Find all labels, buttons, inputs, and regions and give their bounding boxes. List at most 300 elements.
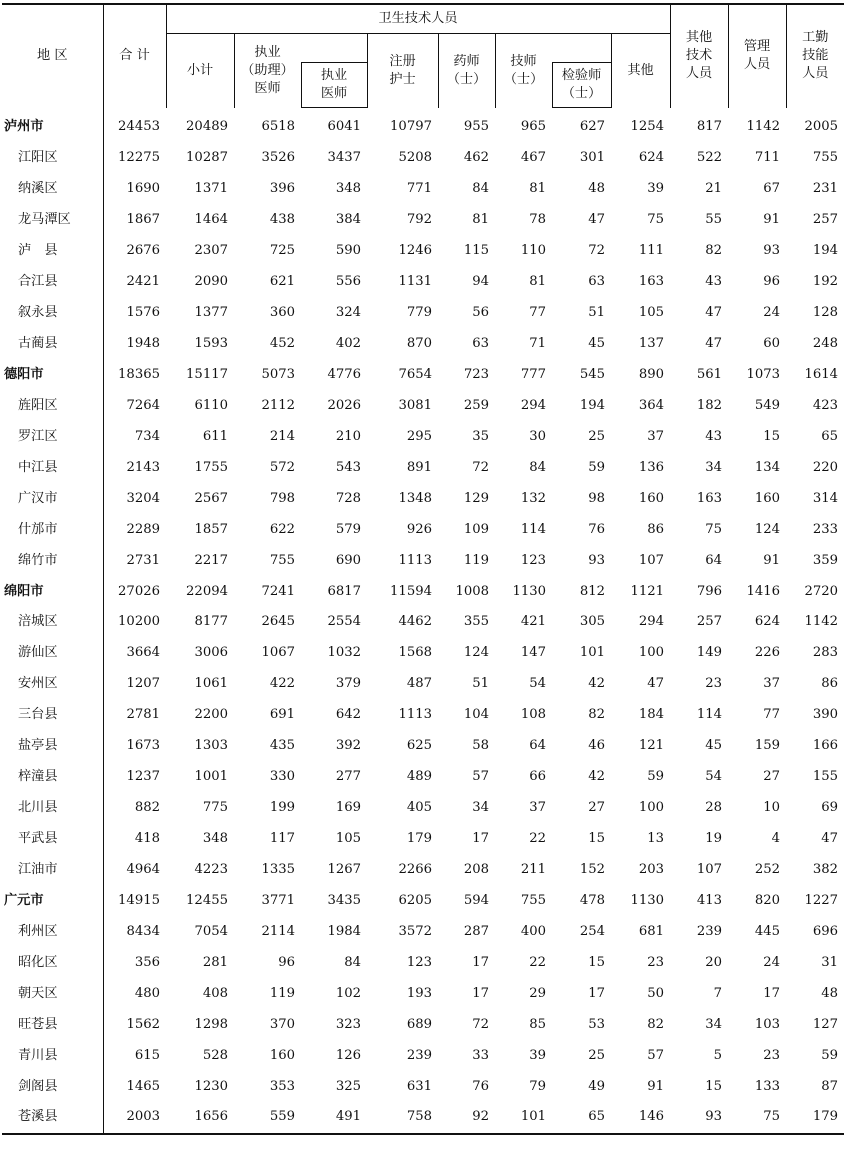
table-cell: 1984	[327, 923, 361, 939]
table-cell: 67	[763, 181, 780, 197]
table-cell: 127	[812, 1016, 838, 1032]
table-row	[2, 824, 844, 855]
table-cell: 711	[754, 150, 780, 166]
table-cell: 1416	[746, 583, 780, 599]
table-cell: 233	[812, 521, 838, 537]
table-cell: 15	[588, 954, 605, 970]
region-name: 涪城区	[18, 614, 58, 630]
table-cell: 1113	[398, 707, 432, 723]
table-cell: 642	[335, 707, 361, 723]
table-cell: 283	[812, 645, 838, 661]
table-cell: 3437	[327, 150, 361, 166]
table-cell: 353	[269, 1078, 295, 1094]
table-row	[2, 452, 844, 483]
table-cell: 22094	[186, 583, 228, 599]
table-cell: 45	[588, 336, 605, 352]
table-cell: 559	[234, 1102, 301, 1134]
region-name: 什邡市	[18, 521, 58, 537]
table-cell: 755	[520, 892, 546, 908]
table-cell: 34	[705, 459, 722, 475]
table-cell: 777	[520, 366, 546, 382]
table-cell: 2200	[194, 707, 228, 723]
table-cell: 452	[269, 336, 295, 352]
table-cell: 2143	[103, 452, 166, 483]
table-row	[2, 607, 844, 638]
region-name: 昭化区	[18, 954, 58, 970]
table-cell: 1298	[194, 1016, 228, 1032]
table-cell: 91	[763, 552, 780, 568]
table-cell: 259	[463, 397, 489, 413]
table-cell: 2112	[261, 397, 295, 413]
table-cell: 128	[812, 305, 838, 321]
table-cell: 382	[812, 861, 838, 877]
table-cell: 8177	[194, 614, 228, 630]
table-cell: 10797	[390, 119, 432, 135]
table-cell: 2731	[103, 545, 166, 576]
table-cell: 2720	[804, 583, 838, 599]
table-cell: 324	[335, 305, 361, 321]
table-cell: 543	[335, 459, 361, 475]
table-cell: 1001	[194, 769, 228, 785]
table-cell: 779	[406, 305, 432, 321]
table-cell: 231	[812, 181, 838, 197]
table-cell: 53	[588, 1016, 605, 1032]
table-cell: 1142	[746, 119, 780, 135]
table-cell: 5073	[261, 366, 295, 382]
table-cell: 93	[763, 243, 780, 259]
table-cell: 60	[763, 336, 780, 352]
table-cell: 7654	[398, 366, 432, 382]
table-row	[2, 390, 844, 421]
table-cell: 39	[529, 1047, 546, 1063]
region-name: 江油市	[18, 861, 58, 877]
table-cell: 1948	[103, 329, 166, 360]
city-row	[2, 108, 844, 143]
table-cell: 57	[647, 1047, 664, 1063]
table-row	[2, 421, 844, 452]
table-cell: 445	[754, 923, 780, 939]
table-cell: 226	[754, 645, 780, 661]
table-cell: 691	[269, 707, 295, 723]
table-cell: 590	[335, 243, 361, 259]
table-cell: 1576	[103, 298, 166, 329]
region-name: 三台县	[18, 707, 58, 723]
table-cell: 820	[754, 892, 780, 908]
table-cell: 696	[812, 923, 838, 939]
table-cell: 121	[638, 738, 664, 754]
table-cell: 136	[638, 459, 664, 475]
table-cell: 63	[472, 336, 489, 352]
table-cell: 955	[463, 119, 489, 135]
table-cell: 2781	[103, 700, 166, 731]
table-cell: 22	[529, 954, 546, 970]
table-cell: 77	[529, 305, 546, 321]
table-cell: 2266	[398, 861, 432, 877]
table-cell: 66	[529, 769, 546, 785]
table-cell: 45	[705, 738, 722, 754]
table-cell: 390	[812, 707, 838, 723]
table-cell: 330	[269, 769, 295, 785]
header-subtotal: 小计	[166, 34, 234, 108]
table-cell: 30	[529, 428, 546, 444]
table-cell: 17	[763, 985, 780, 1001]
table-cell: 467	[520, 150, 546, 166]
table-cell: 890	[638, 366, 664, 382]
table-cell: 615	[103, 1040, 166, 1071]
table-cell: 248	[812, 336, 838, 352]
table-cell: 163	[696, 490, 722, 506]
region-name: 旺苍县	[18, 1016, 58, 1032]
table-cell: 1254	[630, 119, 664, 135]
table-cell: 1568	[398, 645, 432, 661]
table-cell: 93	[588, 552, 605, 568]
table-cell: 35	[472, 428, 489, 444]
table-cell: 87	[821, 1078, 838, 1094]
table-cell: 100	[638, 645, 664, 661]
table-cell: 621	[269, 274, 295, 290]
table-cell: 29	[529, 985, 546, 1001]
table-cell: 239	[406, 1047, 432, 1063]
table-row	[2, 514, 844, 545]
table-cell: 771	[406, 181, 432, 197]
table-cell: 882	[103, 793, 166, 824]
table-cell: 6518	[261, 119, 295, 135]
table-cell: 359	[812, 552, 838, 568]
table-cell: 360	[269, 305, 295, 321]
region-name: 泸州市	[4, 119, 44, 135]
table-cell: 15	[588, 831, 605, 847]
table-row	[2, 143, 844, 174]
header-logistics: 工勤 技能 人员	[786, 4, 844, 108]
region-name: 纳溪区	[18, 181, 58, 197]
table-cell: 194	[579, 397, 605, 413]
table-cell: 423	[812, 397, 838, 413]
table-cell: 1008	[455, 583, 489, 599]
table-cell: 422	[269, 676, 295, 692]
table-cell: 405	[406, 800, 432, 816]
table-cell: 7	[713, 985, 722, 1001]
table-cell: 47	[588, 212, 605, 228]
table-cell: 2307	[194, 243, 228, 259]
table-row	[2, 1102, 844, 1134]
table-cell: 418	[103, 824, 166, 855]
table-row	[2, 267, 844, 298]
table-cell: 1690	[103, 174, 166, 205]
table-cell: 491	[301, 1102, 367, 1134]
table-cell: 119	[269, 985, 295, 1001]
table-cell: 51	[472, 676, 489, 692]
table-cell: 812	[579, 583, 605, 599]
table-cell: 166	[812, 738, 838, 754]
table-cell: 179	[786, 1102, 844, 1134]
table-cell: 792	[406, 212, 432, 228]
table-cell: 76	[588, 521, 605, 537]
table-cell: 54	[529, 676, 546, 692]
table-cell: 11594	[390, 583, 432, 599]
table-cell: 110	[520, 243, 546, 259]
table-cell: 294	[638, 614, 664, 630]
table-cell: 159	[754, 738, 780, 754]
table-row	[2, 483, 844, 514]
table-cell: 47	[705, 336, 722, 352]
table-cell: 81	[472, 212, 489, 228]
table-cell: 43	[705, 274, 722, 290]
table-cell: 64	[529, 738, 546, 754]
table-cell: 798	[269, 490, 295, 506]
table-cell: 4462	[398, 614, 432, 630]
table-cell: 2005	[804, 119, 838, 135]
table-cell: 690	[335, 552, 361, 568]
table-cell: 625	[406, 738, 432, 754]
table-cell: 220	[812, 459, 838, 475]
table-cell: 82	[705, 243, 722, 259]
table-cell: 17	[472, 985, 489, 1001]
table-cell: 379	[335, 676, 361, 692]
table-cell: 4776	[327, 366, 361, 382]
table-cell: 870	[406, 336, 432, 352]
table-cell: 155	[812, 769, 838, 785]
table-cell: 723	[463, 366, 489, 382]
table-cell: 239	[696, 923, 722, 939]
table-cell: 758	[367, 1102, 438, 1134]
table-row	[2, 205, 844, 236]
table-cell: 12275	[103, 143, 166, 174]
table-cell: 356	[103, 947, 166, 978]
table-cell: 15	[763, 428, 780, 444]
table-row	[2, 669, 844, 700]
table-cell: 114	[696, 707, 722, 723]
table-cell: 252	[754, 861, 780, 877]
table-cell: 323	[335, 1016, 361, 1032]
table-cell: 126	[335, 1047, 361, 1063]
header-practicing-asst-physician: 执业 （助理） 医师	[234, 34, 301, 108]
table-cell: 203	[638, 861, 664, 877]
table-cell: 392	[335, 738, 361, 754]
region-name: 广汉市	[18, 490, 58, 506]
table-cell: 480	[103, 978, 166, 1009]
table-row	[2, 978, 844, 1009]
table-cell: 796	[696, 583, 722, 599]
table-row	[2, 793, 844, 824]
header-other: 其他	[611, 34, 670, 108]
table-cell: 2090	[194, 274, 228, 290]
table-cell: 160	[754, 490, 780, 506]
table-cell: 775	[202, 800, 228, 816]
table-cell: 1614	[804, 366, 838, 382]
table-cell: 622	[269, 521, 295, 537]
table-cell: 364	[638, 397, 664, 413]
table-cell: 81	[529, 181, 546, 197]
table-cell: 1067	[261, 645, 295, 661]
table-cell: 435	[269, 738, 295, 754]
table-cell: 86	[647, 521, 664, 537]
table-cell: 78	[529, 212, 546, 228]
table-cell: 34	[472, 800, 489, 816]
table-cell: 72	[588, 243, 605, 259]
table-cell: 10287	[186, 150, 228, 166]
table-cell: 21	[705, 181, 722, 197]
table-cell: 96	[278, 954, 295, 970]
table-cell: 301	[579, 150, 605, 166]
header-pharmacist: 药师 （士）	[438, 34, 495, 108]
table-cell: 114	[520, 521, 546, 537]
header-management: 管理 人员	[728, 4, 786, 108]
city-row	[2, 360, 844, 391]
table-cell: 27	[588, 800, 605, 816]
table-cell: 194	[812, 243, 838, 259]
table-cell: 82	[647, 1016, 664, 1032]
table-cell: 384	[335, 212, 361, 228]
table-row	[2, 855, 844, 886]
table-cell: 6817	[327, 583, 361, 599]
region-name: 合江县	[18, 274, 58, 290]
table-cell: 72	[472, 1016, 489, 1032]
table-cell: 1755	[194, 459, 228, 475]
region-name: 苍溪县	[2, 1102, 103, 1134]
table-cell: 689	[406, 1016, 432, 1032]
table-cell: 545	[579, 366, 605, 382]
table-cell: 281	[202, 954, 228, 970]
table-cell: 22	[529, 831, 546, 847]
table-cell: 72	[472, 459, 489, 475]
table-row	[2, 236, 844, 267]
table-cell: 42	[588, 769, 605, 785]
table-row	[2, 916, 844, 947]
region-name: 泸 县	[18, 243, 58, 259]
table-row	[2, 947, 844, 978]
table-cell: 348	[202, 831, 228, 847]
table-cell: 396	[269, 181, 295, 197]
table-cell: 2026	[327, 397, 361, 413]
region-name: 中江县	[18, 459, 58, 475]
table-cell: 561	[696, 366, 722, 382]
table-cell: 5	[713, 1047, 722, 1063]
table-cell: 1227	[804, 892, 838, 908]
table-cell: 147	[520, 645, 546, 661]
table-cell: 314	[812, 490, 838, 506]
region-name: 游仙区	[18, 645, 58, 661]
table-cell: 755	[812, 150, 838, 166]
table-cell: 84	[472, 181, 489, 197]
table-cell: 734	[103, 421, 166, 452]
table-cell: 64	[705, 552, 722, 568]
table-cell: 59	[588, 459, 605, 475]
table-cell: 69	[821, 800, 838, 816]
table-cell: 117	[269, 831, 295, 847]
table-cell: 146	[611, 1102, 670, 1134]
table-cell: 965	[520, 119, 546, 135]
table-cell: 33	[472, 1047, 489, 1063]
table-row	[2, 1009, 844, 1040]
region-name: 龙马潭区	[18, 212, 71, 228]
table-cell: 624	[754, 614, 780, 630]
header-region: 地 区	[2, 4, 103, 108]
table-cell: 63	[588, 274, 605, 290]
table-cell: 1673	[103, 731, 166, 762]
table-cell: 42	[588, 676, 605, 692]
table-cell: 1335	[261, 861, 295, 877]
region-name: 平武县	[18, 831, 58, 847]
table-cell: 1237	[103, 762, 166, 793]
table-cell: 1465	[103, 1071, 166, 1102]
table-cell: 725	[269, 243, 295, 259]
region-name: 旌阳区	[18, 397, 58, 413]
table-cell: 6110	[194, 397, 228, 413]
table-cell: 3204	[103, 483, 166, 514]
table-cell: 104	[463, 707, 489, 723]
table-cell: 107	[696, 861, 722, 877]
table-cell: 17	[472, 831, 489, 847]
table-cell: 294	[520, 397, 546, 413]
table-cell: 2114	[261, 923, 295, 939]
table-row	[2, 700, 844, 731]
header-total: 合 计	[103, 4, 166, 108]
table-cell: 257	[696, 614, 722, 630]
table-cell: 489	[406, 769, 432, 785]
table-cell: 92	[438, 1102, 495, 1134]
table-cell: 48	[821, 985, 838, 1001]
table-cell: 2676	[103, 236, 166, 267]
table-cell: 49	[588, 1078, 605, 1094]
table-cell: 71	[529, 336, 546, 352]
table-cell: 1130	[630, 892, 664, 908]
table-cell: 91	[647, 1078, 664, 1094]
table-cell: 91	[763, 212, 780, 228]
table-cell: 402	[335, 336, 361, 352]
table-cell: 3526	[261, 150, 295, 166]
table-row	[2, 638, 844, 669]
table-cell: 27	[763, 769, 780, 785]
table-cell: 1562	[103, 1009, 166, 1040]
table-cell: 14915	[103, 885, 166, 916]
region-name: 江阳区	[18, 150, 58, 166]
table-cell: 23	[763, 1047, 780, 1063]
table-cell: 12455	[186, 892, 228, 908]
table-cell: 124	[463, 645, 489, 661]
table-cell: 19	[705, 831, 722, 847]
table-cell: 325	[335, 1078, 361, 1094]
table-cell: 24	[763, 305, 780, 321]
table-cell: 6041	[327, 119, 361, 135]
table-cell: 28	[705, 800, 722, 816]
region-name: 朝天区	[18, 985, 58, 1001]
header-spacer	[301, 34, 367, 63]
table-row	[2, 731, 844, 762]
table-cell: 257	[812, 212, 838, 228]
table-cell: 6205	[398, 892, 432, 908]
table-cell: 1656	[166, 1102, 234, 1134]
table-cell: 23	[647, 954, 664, 970]
table-cell: 84	[344, 954, 361, 970]
table-cell: 102	[335, 985, 361, 1001]
table-cell: 192	[812, 274, 838, 290]
table-cell: 2421	[103, 267, 166, 298]
table-cell: 15117	[186, 366, 228, 382]
table-cell: 27026	[103, 576, 166, 607]
table-cell: 1377	[194, 305, 228, 321]
table-cell: 58	[472, 738, 489, 754]
table-cell: 152	[579, 861, 605, 877]
table-cell: 3664	[103, 638, 166, 669]
table-body	[2, 108, 844, 1134]
region-name: 罗江区	[18, 428, 58, 444]
table-cell: 82	[588, 707, 605, 723]
table-cell: 105	[335, 831, 361, 847]
table-row	[2, 174, 844, 205]
table-cell: 3081	[398, 397, 432, 413]
table-cell: 132	[520, 490, 546, 506]
table-cell: 123	[520, 552, 546, 568]
